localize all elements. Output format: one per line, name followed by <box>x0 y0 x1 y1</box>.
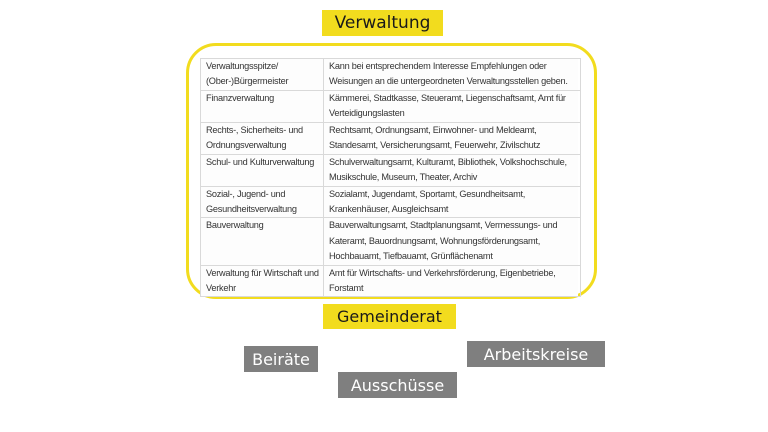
description-cell: Kämmerei, Stadtkasse, Steueramt, Liegenschaftsamt, Amt für Verteidigungslasten <box>324 91 581 123</box>
description-cell: Sozialamt, Jugendamt, Sportamt, Gesundheitsamt, Krankenhäuser, Ausgleichsamt <box>324 186 581 218</box>
table-row <box>201 59 581 91</box>
department-cell: Bauverwaltung <box>201 218 324 265</box>
description-cell: Bauverwaltungsamt, Stadtplanungsamt, Vermessungs- und Kateramt, Bauordnungsamt, Wohnungsförderungsamt, Hochbauamt, Tiefbauamt, Grünflächenamt <box>324 218 581 265</box>
arbeitskreise-box: Arbeitskreise <box>467 341 605 367</box>
beiraete-box: Beiräte <box>244 346 318 372</box>
table-row <box>201 265 581 297</box>
verwaltung-table-container <box>200 58 578 297</box>
description-cell: Schulverwaltungsamt, Kulturamt, Bibliothek, Volkshochschule, Musikschule, Museum, Theater, Archiv <box>324 154 581 186</box>
department-cell: Finanzverwaltung <box>201 91 324 123</box>
description-cell: Rechtsamt, Ordnungsamt, Einwohner- und Meldeamt, Standesamt, Versicherungsamt, Feuerwehr, Zivilschutz <box>324 122 581 154</box>
table-row <box>201 122 581 154</box>
verwaltung-title: Verwaltung <box>322 10 443 36</box>
ausschuesse-box: Ausschüsse <box>338 372 457 398</box>
description-cell: Amt für Wirtschafts- und Verkehrsförderung, Eigenbetriebe, Forstamt <box>324 265 581 297</box>
table-row <box>201 154 581 186</box>
table-row <box>201 91 581 123</box>
gemeinderat-label: Gemeinderat <box>323 304 456 329</box>
department-cell: Schul- und Kulturverwaltung <box>201 154 324 186</box>
department-cell: Rechts-, Sicherheits- und Ordnungsverwaltung <box>201 122 324 154</box>
verwaltung-table <box>200 58 581 297</box>
department-cell: Verwaltung für Wirtschaft und Verkehr <box>201 265 324 297</box>
description-cell: Kann bei entsprechendem Interesse Empfehlungen oder Weisungen an die untergeordneten Verwaltungsstellen geben. <box>324 59 581 91</box>
department-cell: Sozial-, Jugend- und Gesundheitsverwaltung <box>201 186 324 218</box>
table-row <box>201 186 581 218</box>
table-row <box>201 218 581 265</box>
department-cell: Verwaltungsspitze/ (Ober-)Bürgermeister <box>201 59 324 91</box>
